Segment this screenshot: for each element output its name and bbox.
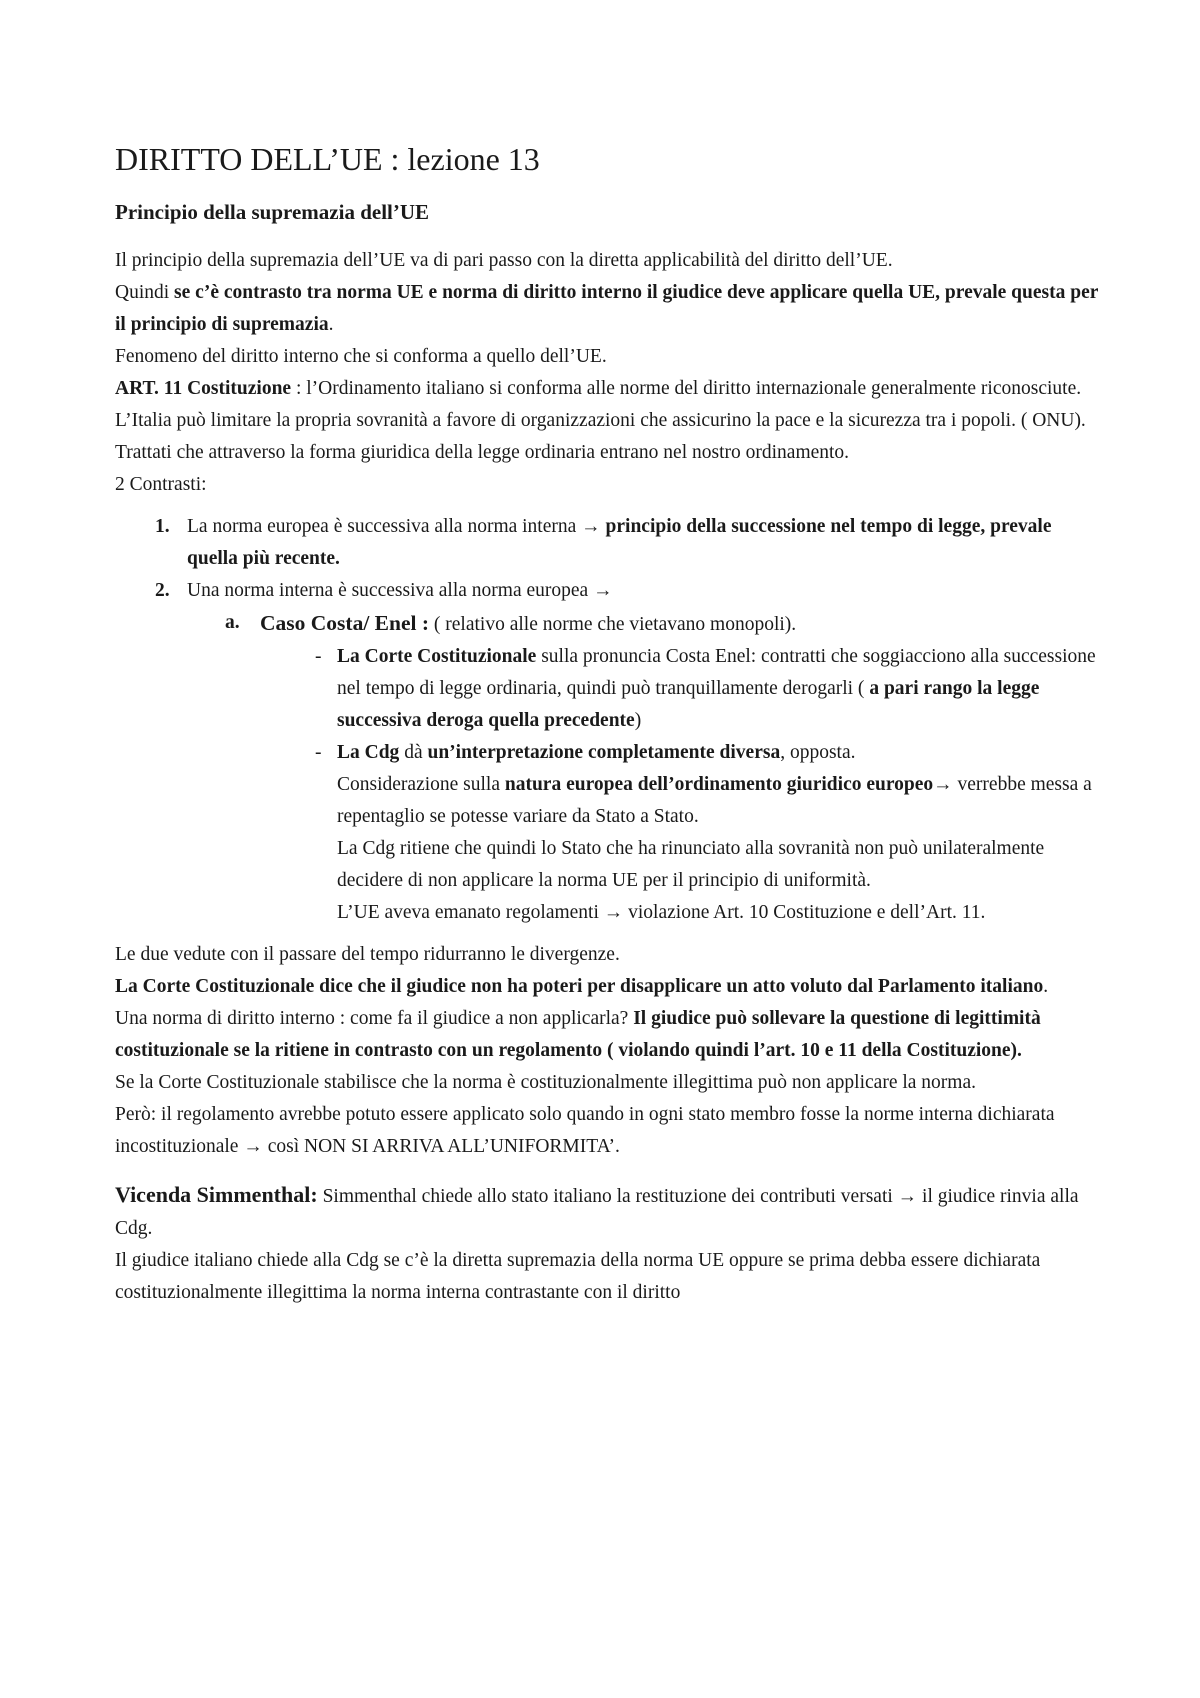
paragraph: Le due vedute con il passare del tempo ridurranno le divergenze. bbox=[115, 944, 620, 966]
arrow-icon: → bbox=[933, 774, 953, 796]
list-item: 1. La norma europea è successiva alla norma interna → principio della successione nel tempo di legge, prevale quella più recente. bbox=[115, 511, 1105, 575]
paragraph: Se la Corte Costituzionale stabilisce che la norma è costituzionalmente illegittima può non applicare la norma. bbox=[115, 1072, 976, 1094]
arrow-icon: → bbox=[243, 1136, 263, 1158]
paragraph: 2 Contrasti: bbox=[115, 474, 207, 496]
arrow-icon: → bbox=[581, 516, 601, 538]
dash-marker: - bbox=[315, 742, 322, 764]
list-item: - La Cdg dà un’interpretazione completamente diversa, opposta. Considerazione sulla natura europea dell’ordinamento giuridico europeo→ verrebbe messa a repentaglio se potesse variare da Stato a Stato. La Cdg ritiene che quindi lo Stato che ha rinunciato alla sovranità non può unilateralmente decidere di non applicare la norma UE per il principio di uniformità. L’UE aveva emanato regolamenti → violazione Art. 10 Costituzione e dell’Art. 11. bbox=[115, 737, 1105, 929]
paragraph: Trattati che attraverso la forma giuridica della legge ordinaria entrano nel nostro ordinamento. bbox=[115, 442, 850, 464]
list-item: 2. Una norma interna è successiva alla norma europea → a. Caso Costa/ Enel : ( relativo alle norme che vietavano monopoli). - La Corte Costituzionale sulla pronuncia Costa Enel: contratti che soggiacciono alla successione nel tempo di legge ordinaria, quindi può tranquillamente derogarli ( a pari rango la legge successiva deroga quella precedente) - La Cdg dà un’interpretazione completamente diversa, opposta. Considerazione sulla natura europea dell’ordinamento giuridico europeo→ verrebbe messa a repentaglio se potesse variare da Stato a Stato. La Cdg ritiene che quindi lo Stato che ha rinunciato alla sovranità non può unilateralmente decidere di non applicare la norma UE per il principio di uniformità. L’UE aveva emanato regolamenti → violazione Art. 10 Costituzione e dell’Art. 11. bbox=[115, 575, 1105, 929]
arrow-icon: → bbox=[603, 902, 624, 924]
paragraph: ART. 11 Costituzione : l’Ordinamento italiano si conforma alle norme del diritto internazionale generalmente riconosciute. L’Italia può limitare la propria sovranità a favore di organizzazioni che assicurino la pace e la sicurezza tra i popoli. ( ONU). bbox=[115, 378, 1086, 432]
case-title: Caso Costa/ Enel : bbox=[260, 611, 430, 636]
paragraph: La Corte Costituzionale dice che il giudice non ha poteri per disapplicare un atto voluto dal Parlamento italiano. bbox=[115, 976, 1049, 998]
list-marker: 2. bbox=[155, 580, 170, 602]
paragraph: Quindi se c’è contrasto tra norma UE e norma di diritto interno il giudice deve applicare quella UE, prevale questa per il principio di supremazia. bbox=[115, 282, 1099, 336]
contrasts-list bbox=[115, 511, 1105, 929]
paragraph: Vicenda Simmenthal: Simmenthal chiede allo stato italiano la restituzione dei contributi versati → il giudice rinvia alla Cdg. bbox=[115, 1182, 1079, 1240]
case-title: Vicenda Simmenthal: bbox=[115, 1182, 318, 1208]
arrow-icon: → bbox=[897, 1186, 918, 1208]
list-item: a. Caso Costa/ Enel : ( relativo alle norme che vietavano monopoli). - La Corte Costituzionale sulla pronuncia Costa Enel: contratti che soggiacciono alla successione nel tempo di legge ordinaria, quindi può tranquillamente derogarli ( a pari rango la legge successiva deroga quella precedente) - La Cdg dà un’interpretazione completamente diversa, opposta. Considerazione sulla natura europea dell’ordinamento giuridico europeo→ verrebbe messa a repentaglio se potesse variare da Stato a Stato. La Cdg ritiene che quindi lo Stato che ha rinunciato alla sovranità non può unilateralmente decidere di non applicare la norma UE per il principio di uniformità. L’UE aveva emanato regolamenti → violazione Art. 10 Costituzione e dell’Art. 11. bbox=[115, 607, 1105, 929]
list-marker: a. bbox=[225, 612, 240, 634]
paragraph: Fenomeno del diritto interno che si conforma a quello dell’UE. bbox=[115, 346, 607, 368]
paragraph: Però: il regolamento avrebbe potuto essere applicato solo quando in ogni stato membro fosse la norme interna dichiarata incostituzionale → così NON SI ARRIVA ALL’UNIFORMITA’. bbox=[115, 1104, 1055, 1158]
paragraph: Il giudice italiano chiede alla Cdg se c’è la diretta supremazia della norma UE oppure se prima debba essere dichiarata costituzionalmente illegittima la norma interna contrastante con il diritto bbox=[115, 1250, 1041, 1304]
document-body bbox=[115, 140, 1105, 1309]
paragraph: Una norma di diritto interno : come fa il giudice a non applicarla? Il giudice può sollevare la questione di legittimità costituzionale se la ritiene in contrasto con un regolamento ( violando quindi l’art. 10 e 11 della Costituzione). bbox=[115, 1008, 1041, 1062]
dash-list bbox=[260, 641, 1105, 929]
arrow-icon: → bbox=[593, 580, 613, 602]
section-heading: Principio della supremazia dell’UE bbox=[115, 200, 430, 225]
dash-marker: - bbox=[315, 646, 322, 668]
paragraph: Il principio della supremazia dell’UE va di pari passo con la diretta applicabilità del diritto dell’UE. bbox=[115, 250, 893, 272]
document-title: DIRITTO DELL’UE : lezione 13 bbox=[115, 141, 540, 177]
sub-list bbox=[187, 607, 1105, 929]
list-item: - La Corte Costituzionale sulla pronuncia Costa Enel: contratti che soggiacciono alla successione nel tempo di legge ordinaria, quindi può tranquillamente derogarli ( a pari rango la legge successiva deroga quella precedente) bbox=[115, 641, 1105, 737]
list-marker: 1. bbox=[155, 516, 170, 538]
